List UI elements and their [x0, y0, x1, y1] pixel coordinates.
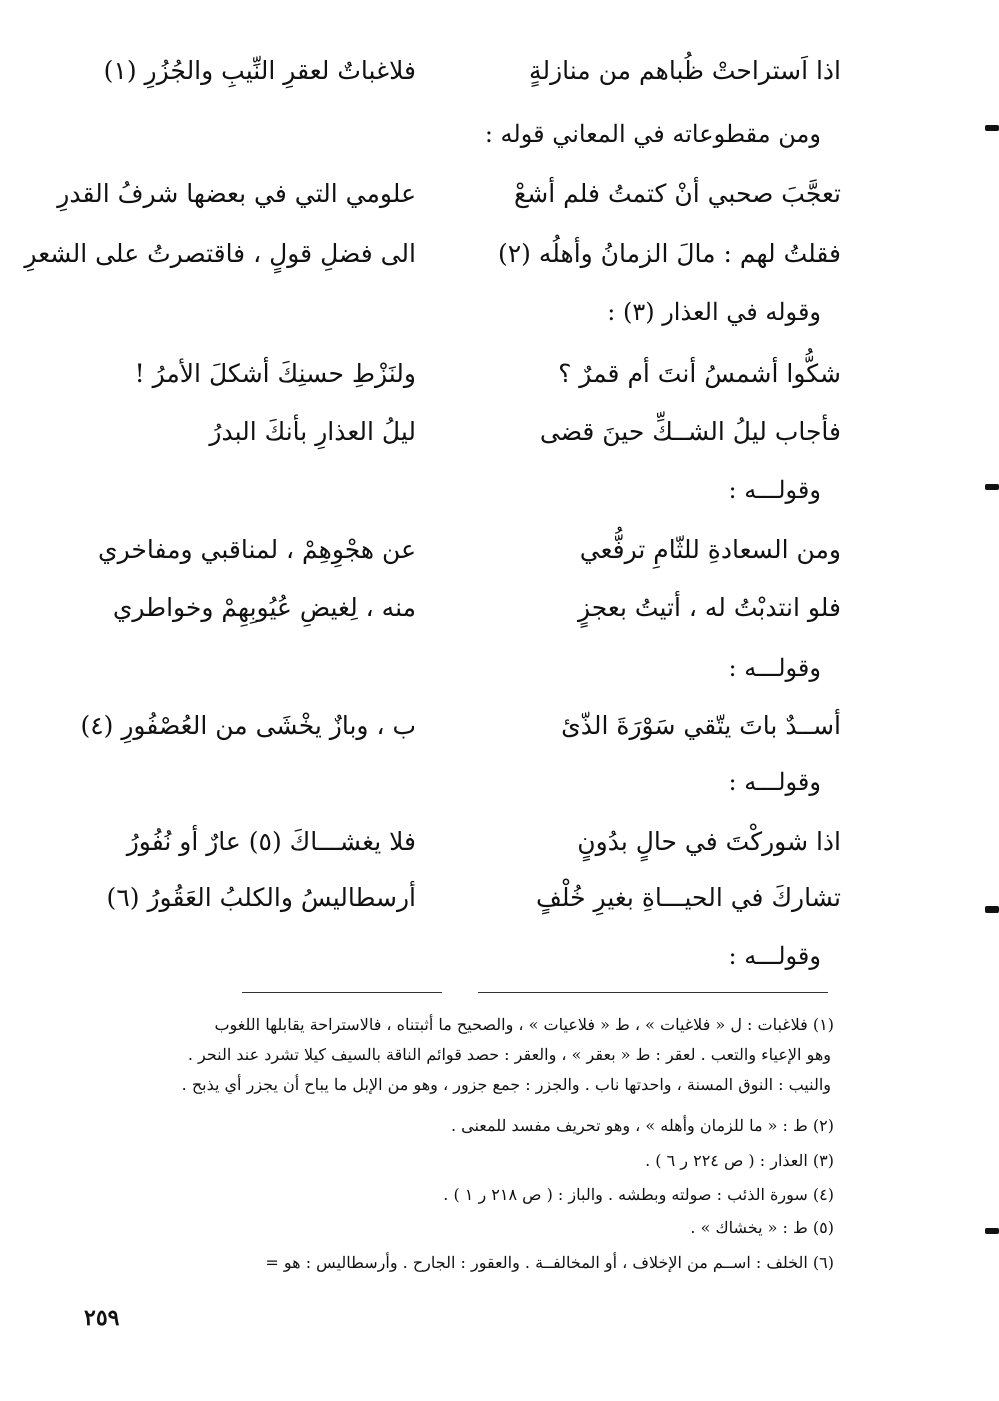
verse-2-hemistich-1: تعجَّبَ صحبي أنْ كتمتُ فلم أشعْ [513, 179, 841, 208]
verse-8-hemistich-2: ب ، وبازٌ يخْشَى من العُصْفُورِ (٤) [80, 711, 416, 740]
verse-7-hemistich-2: منه ، لِغيضِ عُيُوبِهِمْ وخواطري [112, 593, 416, 622]
verse-5-hemistich-2: ليلُ العذارِ بأنكَ البدرُ [209, 417, 416, 446]
footnote-5: (٥) ط : « يخشاك » . [690, 1218, 834, 1237]
section-heading-qawluhu-2: وقولـــه : [728, 654, 821, 682]
verse-8-hemistich-1: أســدٌ باتَ يتّقي سَوْرَةَ الذّئ [561, 711, 841, 740]
verse-1-hemistich-1: اذا اَستراحتْ ظُباهم من منازلةٍ [529, 56, 841, 85]
footnote-separator-left [242, 992, 442, 993]
verse-3-hemistich-1: فقلتُ لهم : مالَ الزمانُ وأهلُه (٢) [497, 239, 841, 268]
section-heading-idhar: وقوله في العذار (٣) : [607, 298, 821, 326]
footnote-3: (٣) العذار : ( ص ٢٢٤ ر ٦ ) . [645, 1151, 834, 1170]
footnote-1-line-2: وهو الإعياء والتعب . لعقر : ط « بعقر » ، والعقر : حصد قوائم الناقة بالسيف كيلا تشرد عند النحر . [187, 1045, 831, 1064]
scan-edge-mark [985, 484, 999, 490]
verse-6-hemistich-1: ومن السعادةِ للثّامِ ترفُّعي [579, 535, 841, 564]
section-heading-qawluhu-1: وقولـــه : [728, 476, 821, 504]
scan-edge-mark [985, 125, 999, 131]
verse-4-hemistich-2: ولنَزْطِ حسنِكَ أشكلَ الأمرُ ! [134, 359, 416, 388]
verse-5-hemistich-1: فأجاب ليلُ الشــكِّ حينَ قضى [539, 417, 841, 446]
verse-4-hemistich-1: شكُّوا أشمسُ أنتَ أم قمرٌ ؟ [558, 359, 841, 388]
verse-10-hemistich-2: أرسطاليسُ والكلبُ العَقُورُ (٦) [106, 883, 416, 912]
footnote-4: (٤) سورة الذئب : صولته وبطشه . والباز : ( ص ٢١٨ ر ١ ) . [443, 1185, 834, 1204]
verse-1-hemistich-2: فلاغباتٌ لعقرِ النِّيبِ والجُزُرِ (١) [103, 56, 416, 85]
footnote-separator-right [478, 992, 828, 993]
footnote-6: (٦) الخلف : اســم من الإخلاف ، أو المخالفــة . والعقور : الجارح . وأرسطاليس : هو = [265, 1253, 834, 1272]
verse-6-hemistich-2: عن هجْوِهِمْ ، لمناقبي ومفاخري [98, 535, 416, 564]
section-heading-maqtuat: ومن مقطوعاته في المعاني قوله : [484, 120, 821, 148]
section-heading-qawluhu-4: وقولـــه : [728, 942, 821, 970]
verse-9-hemistich-2: فلا يغشـــاكَ (٥) عارٌ أو نُفُورُ [126, 827, 416, 856]
verse-10-hemistich-1: تشاركَ في الحيـــاةِ بغيرِ خُلْفٍ [535, 883, 841, 912]
scan-edge-mark [985, 1228, 999, 1234]
verse-7-hemistich-1: فلو انتدبْتُ له ، أتيتُ بعجزٍ [578, 593, 841, 622]
footnote-2: (٢) ط : « ما للزمان وأهله » ، وهو تحريف مفسد للمعنى . [450, 1116, 834, 1135]
verse-9-hemistich-1: اذا شوركْتَ في حالٍ بدُونٍ [577, 827, 841, 856]
verse-2-hemistich-2: علومي التي في بعضها شرفُ القدرِ [57, 179, 416, 208]
footnote-1-line-3: والنيب : النوق المسنة ، واحدتها ناب . والجزر : جمع جزور ، وهو من الإبل ما يباح أن يجزر أي يذبح . [181, 1075, 831, 1094]
page-number: ٢٥٩ [84, 1305, 120, 1331]
footnote-1-line-1: (١) فلاغبات : ل « فلاغيات » ، ط « فلاعيات » ، والصحيح ما أثبتناه ، فالاستراحة يقابلها اللغوب [214, 1015, 834, 1034]
verse-3-hemistich-2: الى فضلِ قولٍ ، فاقتصرتُ على الشعرِ [24, 239, 416, 268]
scan-edge-mark [985, 906, 999, 913]
section-heading-qawluhu-3: وقولـــه : [728, 768, 821, 796]
